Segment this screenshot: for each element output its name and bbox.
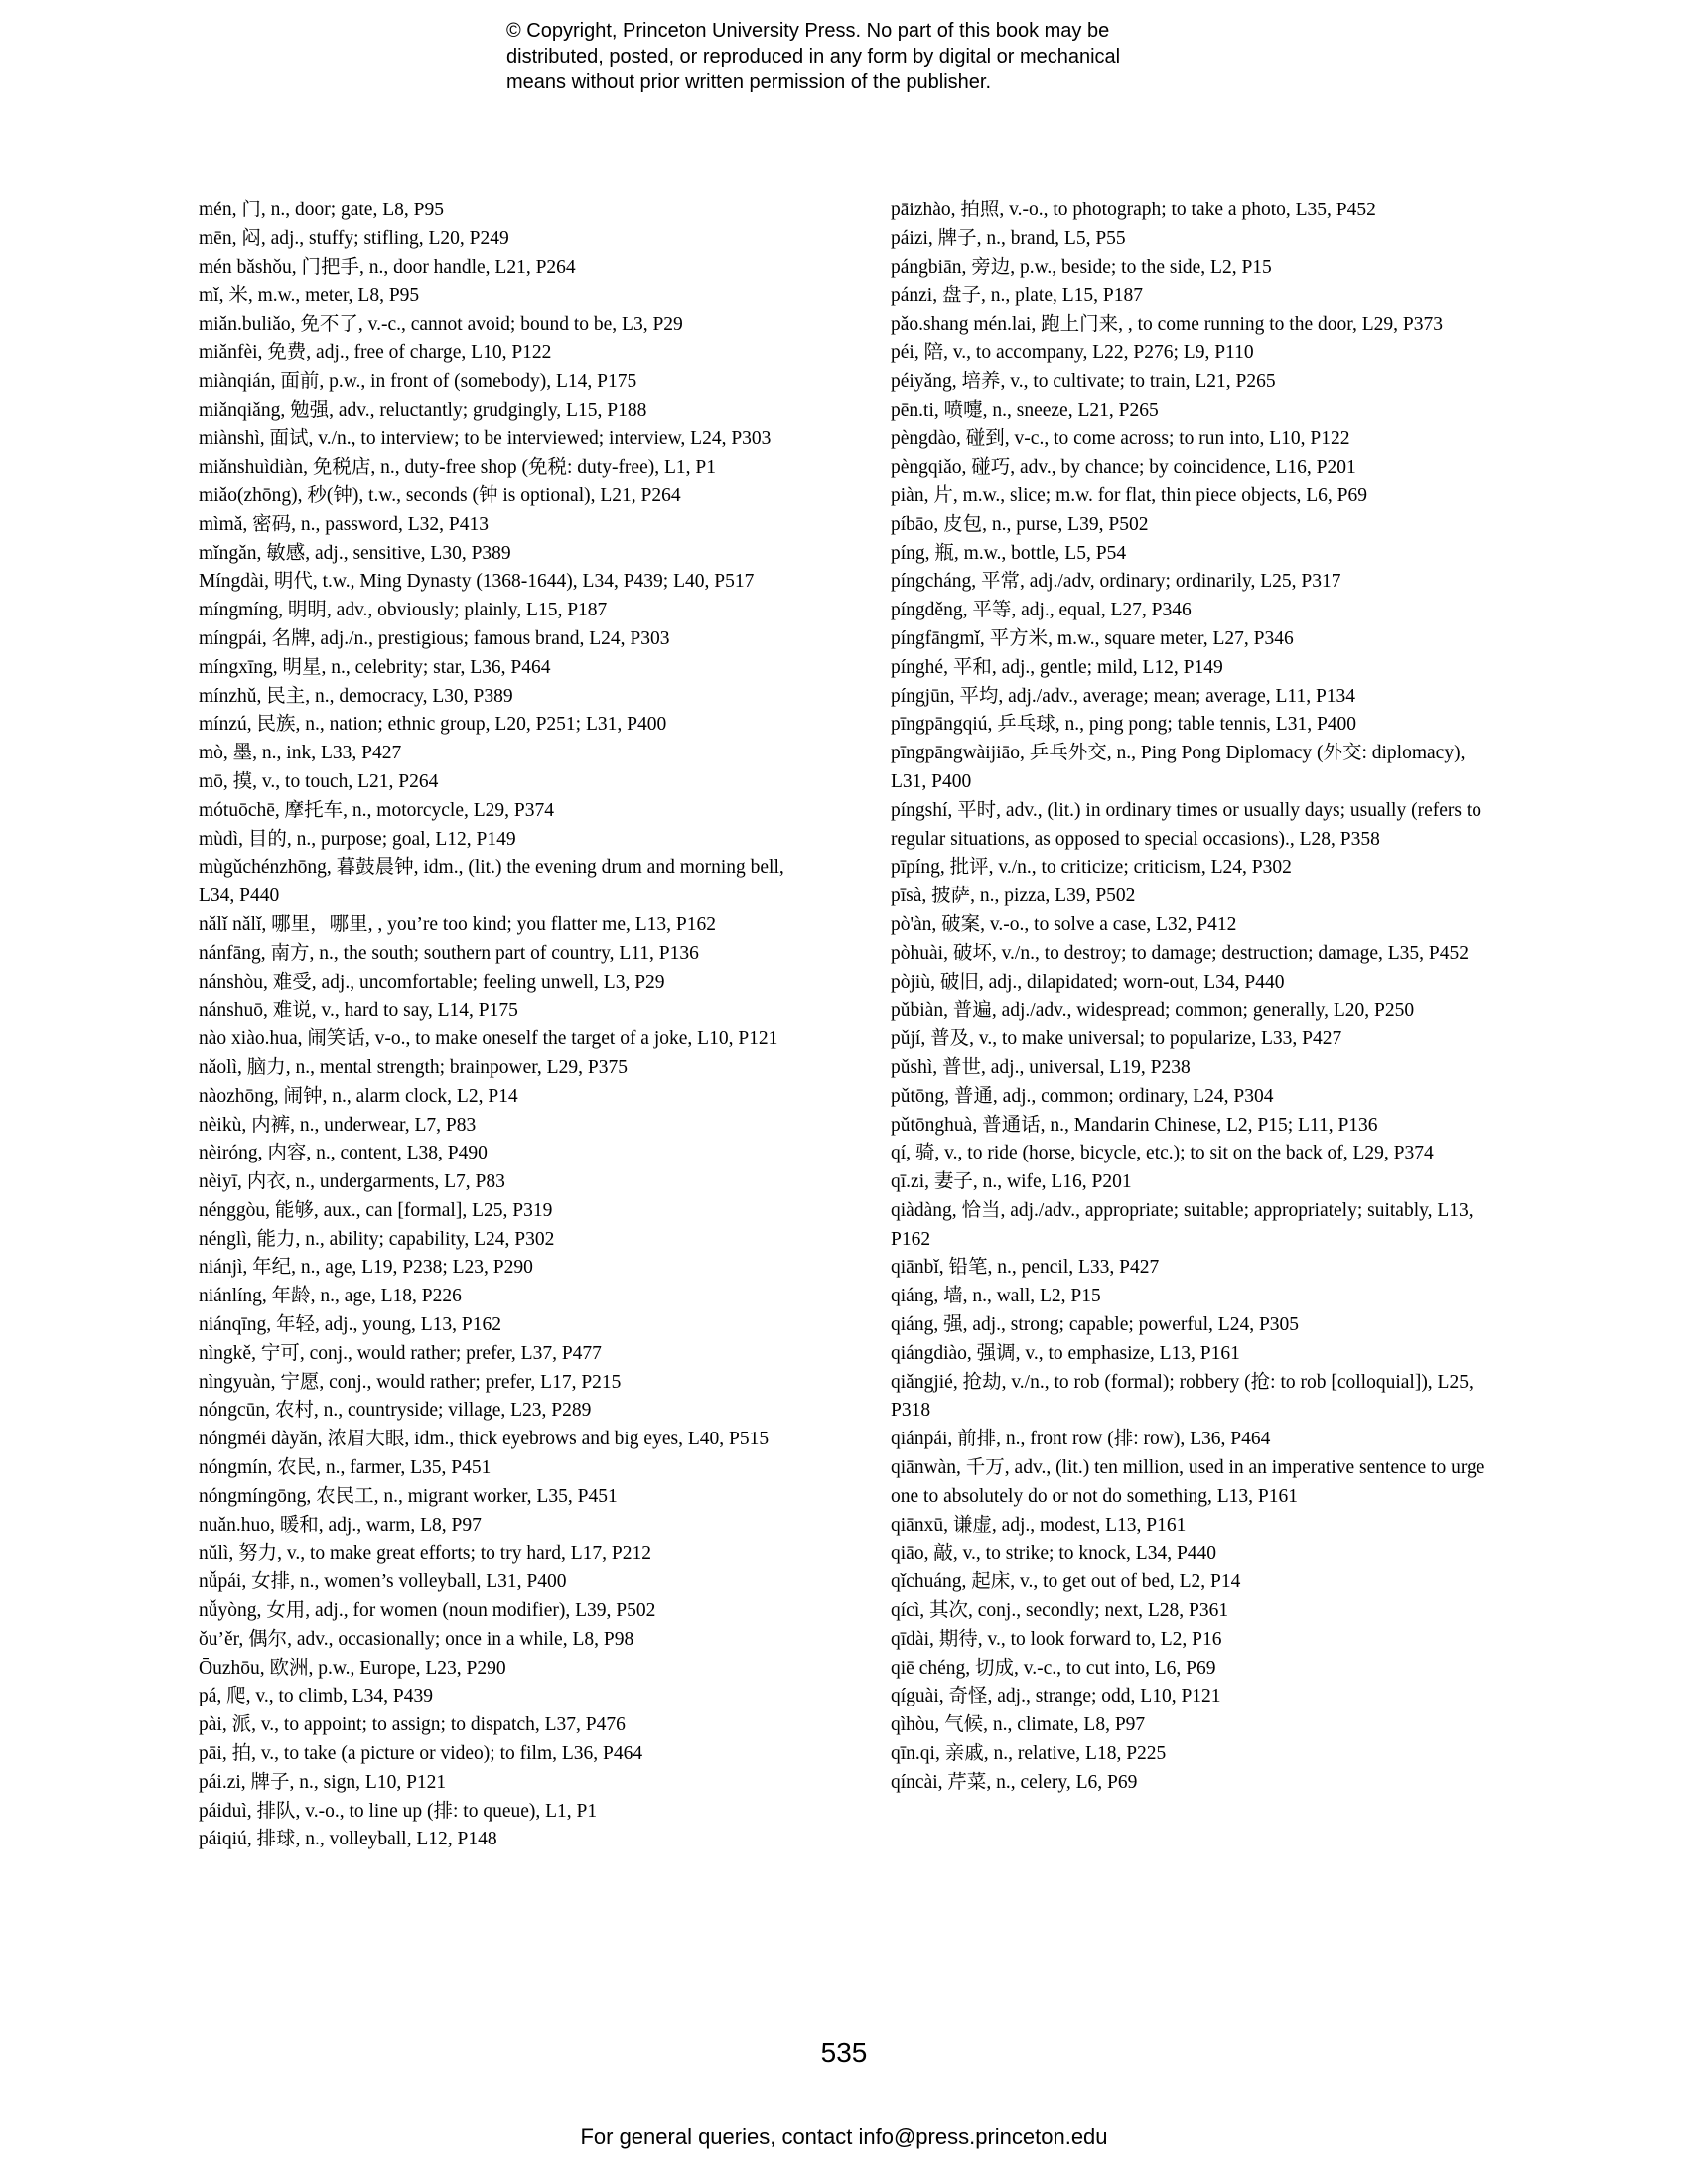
- glossary-entry: nóngméi dàyǎn, 浓眉大眼, idm., thick eyebrows and big eyes, L40, P515: [199, 1429, 770, 1450]
- glossary-entry: qíncài, 芹菜, n., celery, L6, P69: [891, 1771, 1138, 1793]
- glossary-entry: miànshì, 面试, v./n., to interview; to be interviewed; interview, L24, P303: [199, 428, 772, 450]
- glossary-entry: pínghé, 平和, adj., gentle; mild, L12, P149: [891, 656, 1223, 678]
- glossary-entry: nǎlǐ nǎlǐ, 哪里，哪里, , you’re too kind; you flatter me, L13, P162: [199, 913, 717, 935]
- glossary-entry: píng, 瓶, m.w., bottle, L5, P54: [891, 542, 1127, 564]
- glossary-entry: pá, 爬, v., to climb, L34, P439: [199, 1686, 433, 1707]
- glossary-entry: pǔjí, 普及, v., to make universal; to popularize, L33, P427: [891, 1028, 1342, 1050]
- glossary-entry: nìngyuàn, 宁愿, conj., would rather; prefer, L17, P215: [199, 1371, 622, 1393]
- glossary-entry: mén, 门, n., door; gate, L8, P95: [199, 200, 444, 220]
- glossary-entry: pò'àn, 破案, v.-o., to solve a case, L32, P412: [891, 913, 1237, 935]
- glossary-entry: qǐchuáng, 起床, v., to get out of bed, L2, P14: [891, 1571, 1241, 1593]
- glossary-entry: pāizhào, 拍照, v.-o., to photograph; to take a photo, L35, P452: [891, 200, 1376, 220]
- glossary-entry: pèngdào, 碰到, v-c., to come across; to run into, L10, P122: [891, 428, 1350, 450]
- glossary-entry: miǎnfèi, 免费, adj., free of charge, L10, P122: [199, 341, 552, 363]
- glossary-entry: píngjūn, 平均, adj./adv., average; mean; average, L11, P134: [891, 685, 1356, 707]
- glossary-entry: pēn.ti, 喷嚏, n., sneeze, L21, P265: [891, 399, 1159, 421]
- glossary-entry: miǎnshuìdiàn, 免税店, n., duty-free shop (免税: duty-free), L1, P1: [199, 457, 716, 478]
- glossary-entry: mǐ, 米, m.w., meter, L8, P95: [199, 285, 420, 307]
- glossary-entry: qiānwàn, 千万, adv., (lit.) ten million, used in an imperative sentence to urge one to absolutely do or not do something, L13, P161: [891, 1457, 1485, 1507]
- glossary-entry: pái.zi, 牌子, n., sign, L10, P121: [199, 1771, 447, 1793]
- glossary-entry: qìhòu, 气候, n., climate, L8, P97: [891, 1714, 1146, 1736]
- glossary-entry: nǔlì, 努力, v., to make great efforts; to try hard, L17, P212: [199, 1543, 652, 1565]
- glossary-entry: pángbiān, 旁边, p.w., beside; to the side, L2, P15: [891, 256, 1272, 278]
- copyright-notice: [506, 18, 1261, 95]
- glossary-entry: píngděng, 平等, adj., equal, L27, P346: [891, 600, 1192, 621]
- glossary-entry: nénggòu, 能够, aux., can [formal], L25, P319: [199, 1199, 553, 1221]
- glossary-entry: pīngpāngqiú, 乒乓球, n., ping pong; table tennis, L31, P400: [891, 714, 1357, 736]
- copyright-line-2: distributed, posted, or reproduced in any form by digital or mechanical: [506, 46, 1121, 68]
- glossary-entry: qīn.qi, 亲戚, n., relative, L18, P225: [891, 1743, 1167, 1765]
- glossary-entry: qiángdiào, 强调, v., to emphasize, L13, P161: [891, 1342, 1240, 1364]
- glossary-entry: mótuōchē, 摩托车, n., motorcycle, L29, P374: [199, 799, 554, 821]
- glossary-entry: míngmíng, 明明, adv., obviously; plainly, L15, P187: [199, 600, 608, 621]
- glossary-entry: nánfāng, 南方, n., the south; southern part of country, L11, P136: [199, 942, 699, 964]
- glossary-entry: píbāo, 皮包, n., purse, L39, P502: [891, 513, 1149, 535]
- glossary-entry: qiāo, 敲, v., to strike; to knock, L34, P440: [891, 1543, 1217, 1565]
- footer-contact: For general queries, contact info@press.princeton.edu: [580, 2124, 1108, 2149]
- glossary-entry: píngcháng, 平常, adj./adv, ordinary; ordinarily, L25, P317: [891, 571, 1341, 593]
- glossary-entry: mēn, 闷, adj., stuffy; stifling, L20, P249: [199, 227, 509, 249]
- glossary-entry: pǔtōng, 普通, adj., common; ordinary, L24, P304: [891, 1085, 1274, 1107]
- glossary-entry: qiānxū, 谦虚, adj., modest, L13, P161: [891, 1514, 1187, 1536]
- glossary-entry: pǔbiàn, 普遍, adj./adv., widespread; common; generally, L20, P250: [891, 1000, 1415, 1022]
- glossary-entry: nǚpái, 女排, n., women’s volleyball, L31, P400: [199, 1571, 567, 1593]
- glossary-entry: pǔtōnghuà, 普通话, n., Mandarin Chinese, L2, P15; L11, P136: [891, 1114, 1378, 1136]
- glossary-entry: qíguài, 奇怪, adj., strange; odd, L10, P121: [891, 1686, 1221, 1707]
- copyright-line-3: means without prior written permission of the publisher.: [506, 71, 992, 93]
- glossary-entry: páiqiú, 排球, n., volleyball, L12, P148: [199, 1829, 497, 1850]
- glossary-entry: nóngmíngōng, 农民工, n., migrant worker, L35, P451: [199, 1485, 618, 1507]
- glossary-entry: pài, 派, v., to appoint; to assign; to dispatch, L37, P476: [199, 1714, 626, 1736]
- glossary-entry: mìmǎ, 密码, n., password, L32, P413: [199, 513, 489, 535]
- glossary-entry: nèiyī, 内衣, n., undergarments, L7, P83: [199, 1171, 505, 1193]
- glossary-entry: píngshí, 平时, adv., (lit.) in ordinary times or usually days; usually (refers to regular situations, as opposed to special occasions)., L28, P358: [891, 799, 1482, 850]
- glossary-entry: qīdài, 期待, v., to look forward to, L2, P16: [891, 1628, 1222, 1650]
- glossary-entry: qiàdàng, 恰当, adj./adv., appropriate; suitable; appropriately; suitably, L13, P162: [891, 1199, 1474, 1250]
- glossary-entry: píngfāngmǐ, 平方米, m.w., square meter, L27, P346: [891, 627, 1294, 649]
- glossary-entry: qí, 骑, v., to ride (horse, bicycle, etc.); to sit on the back of, L29, P374: [891, 1143, 1434, 1164]
- glossary-entry: miǎo(zhōng), 秒(钟), t.w., seconds (钟 is optional), L21, P264: [199, 484, 681, 506]
- glossary-entry: mínzú, 民族, n., nation; ethnic group, L20, P251; L31, P400: [199, 714, 667, 736]
- glossary-entry: pòhuài, 破坏, v./n., to destroy; to damage; destruction; damage, L35, P452: [891, 942, 1470, 964]
- glossary-entry: nào xiào.hua, 闹笑话, v-o., to make oneself the target of a joke, L10, P121: [199, 1028, 778, 1050]
- glossary-entry: mò, 墨, n., ink, L33, P427: [199, 743, 402, 764]
- glossary-entry: nèikù, 内裤, n., underwear, L7, P83: [199, 1114, 477, 1136]
- glossary-entry: pánzi, 盘子, n., plate, L15, P187: [891, 285, 1144, 307]
- glossary-entry: miǎn.buliǎo, 免不了, v.-c., cannot avoid; bound to be, L3, P29: [199, 314, 683, 336]
- glossary-entry: míngpái, 名牌, adj./n., prestigious; famous brand, L24, P303: [199, 627, 670, 649]
- glossary-right-column: [891, 197, 1486, 1798]
- glossary-entry: pīsà, 披萨, n., pizza, L39, P502: [891, 886, 1136, 907]
- glossary-entry: pǎo.shang mén.lai, 跑上门来, , to come running to the door, L29, P373: [891, 314, 1443, 336]
- glossary-entry: mùdì, 目的, n., purpose; goal, L12, P149: [199, 828, 516, 850]
- glossary-entry: pǔshì, 普世, adj., universal, L19, P238: [891, 1056, 1191, 1078]
- glossary-entry: mùgǔchénzhōng, 暮鼓晨钟, idm., (lit.) the evening drum and morning bell, L34, P440: [199, 857, 784, 907]
- glossary-entry: nánshuō, 难说, v., hard to say, L14, P175: [199, 1000, 518, 1022]
- glossary-entry: nuǎn.huo, 暖和, adj., warm, L8, P97: [199, 1514, 482, 1536]
- glossary-entry: nóngcūn, 农村, n., countryside; village, L23, P289: [199, 1400, 592, 1422]
- glossary-entry: qiānbǐ, 铅笔, n., pencil, L33, P427: [891, 1257, 1160, 1279]
- glossary-entry: qiáng, 强, adj., strong; capable; powerful, L24, P305: [891, 1314, 1300, 1336]
- glossary-entry: ǒu’ěr, 偶尔, adv., occasionally; once in a while, L8, P98: [199, 1628, 634, 1650]
- glossary-entry: qī.zi, 妻子, n., wife, L16, P201: [891, 1171, 1132, 1193]
- glossary-entry: niánjì, 年纪, n., age, L19, P238; L23, P290: [199, 1257, 533, 1279]
- glossary-entry: nèiróng, 内容, n., content, L38, P490: [199, 1143, 488, 1164]
- glossary-entry: mō, 摸, v., to touch, L21, P264: [199, 770, 439, 792]
- glossary-entry: nánshòu, 难受, adj., uncomfortable; feeling unwell, L3, P29: [199, 971, 665, 993]
- glossary-entry: nǚyòng, 女用, adj., for women (noun modifier), L39, P502: [199, 1600, 656, 1622]
- glossary-entry: niánqīng, 年轻, adj., young, L13, P162: [199, 1314, 501, 1336]
- glossary-entry: mǐngǎn, 敏感, adj., sensitive, L30, P389: [199, 542, 511, 564]
- glossary-entry: páiduì, 排队, v.-o., to line up (排: to queue), L1, P1: [199, 1800, 598, 1822]
- glossary-left-column: [199, 197, 794, 1854]
- glossary-entry: nìngkě, 宁可, conj., would rather; prefer, L37, P477: [199, 1342, 602, 1364]
- glossary-entry: niánlíng, 年龄, n., age, L18, P226: [199, 1286, 462, 1307]
- glossary-entry: nàozhōng, 闹钟, n., alarm clock, L2, P14: [199, 1085, 518, 1107]
- glossary-entry: qiáng, 墙, n., wall, L2, P15: [891, 1286, 1101, 1307]
- glossary-entry: péi, 陪, v., to accompany, L22, P276; L9, P110: [891, 341, 1254, 363]
- glossary-entry: mínzhǔ, 民主, n., democracy, L30, P389: [199, 685, 513, 707]
- glossary-entry: pèngqiǎo, 碰巧, adv., by chance; by coincidence, L16, P201: [891, 457, 1356, 478]
- glossary-entry: péiyǎng, 培养, v., to cultivate; to train, L21, P265: [891, 370, 1276, 392]
- glossary-entry: qiánpái, 前排, n., front row (排: row), L36, P464: [891, 1429, 1271, 1450]
- glossary-entry: Míngdài, 明代, t.w., Ming Dynasty (1368-1644), L34, P439; L40, P517: [199, 571, 755, 593]
- glossary-entry: pīngpāngwàijiāo, 乒乓外交, n., Ping Pong Diplomacy (外交: diplomacy), L31, P400: [891, 743, 1466, 792]
- glossary-entry: pòjiù, 破旧, adj., dilapidated; worn-out, L34, P440: [891, 971, 1285, 993]
- glossary-entry: Ōuzhōu, 欧洲, p.w., Europe, L23, P290: [199, 1657, 506, 1679]
- copyright-line-1: © Copyright, Princeton University Press. No part of this book may be: [506, 20, 1110, 42]
- glossary-entry: mén bǎshǒu, 门把手, n., door handle, L21, P264: [199, 256, 576, 278]
- glossary-entry: miǎnqiǎng, 勉强, adv., reluctantly; grudgingly, L15, P188: [199, 399, 647, 421]
- glossary-entry: páizi, 牌子, n., brand, L5, P55: [891, 227, 1126, 249]
- glossary-entry: qícì, 其次, conj., secondly; next, L28, P361: [891, 1600, 1229, 1622]
- glossary-entry: qiē chéng, 切成, v.-c., to cut into, L6, P69: [891, 1657, 1216, 1679]
- glossary-entry: qiǎngjié, 抢劫, v./n., to rob (formal); robbery (抢: to rob [colloquial]), L25, P318: [891, 1371, 1474, 1422]
- page-number: 535: [820, 2037, 868, 2068]
- glossary-entry: nénglì, 能力, n., ability; capability, L24, P302: [199, 1228, 555, 1250]
- glossary-entry: nóngmín, 农民, n., farmer, L35, P451: [199, 1457, 492, 1479]
- glossary-entry: pīpíng, 批评, v./n., to criticize; criticism, L24, P302: [891, 857, 1292, 879]
- glossary-entry: míngxīng, 明星, n., celebrity; star, L36, P464: [199, 656, 551, 678]
- glossary-entry: nǎolì, 脑力, n., mental strength; brainpower, L29, P375: [199, 1056, 628, 1078]
- glossary-entry: miànqián, 面前, p.w., in front of (somebody), L14, P175: [199, 370, 637, 392]
- glossary-entry: pāi, 拍, v., to take (a picture or video); to film, L36, P464: [199, 1743, 643, 1765]
- glossary-entry: piàn, 片, m.w., slice; m.w. for flat, thin piece objects, L6, P69: [891, 484, 1367, 506]
